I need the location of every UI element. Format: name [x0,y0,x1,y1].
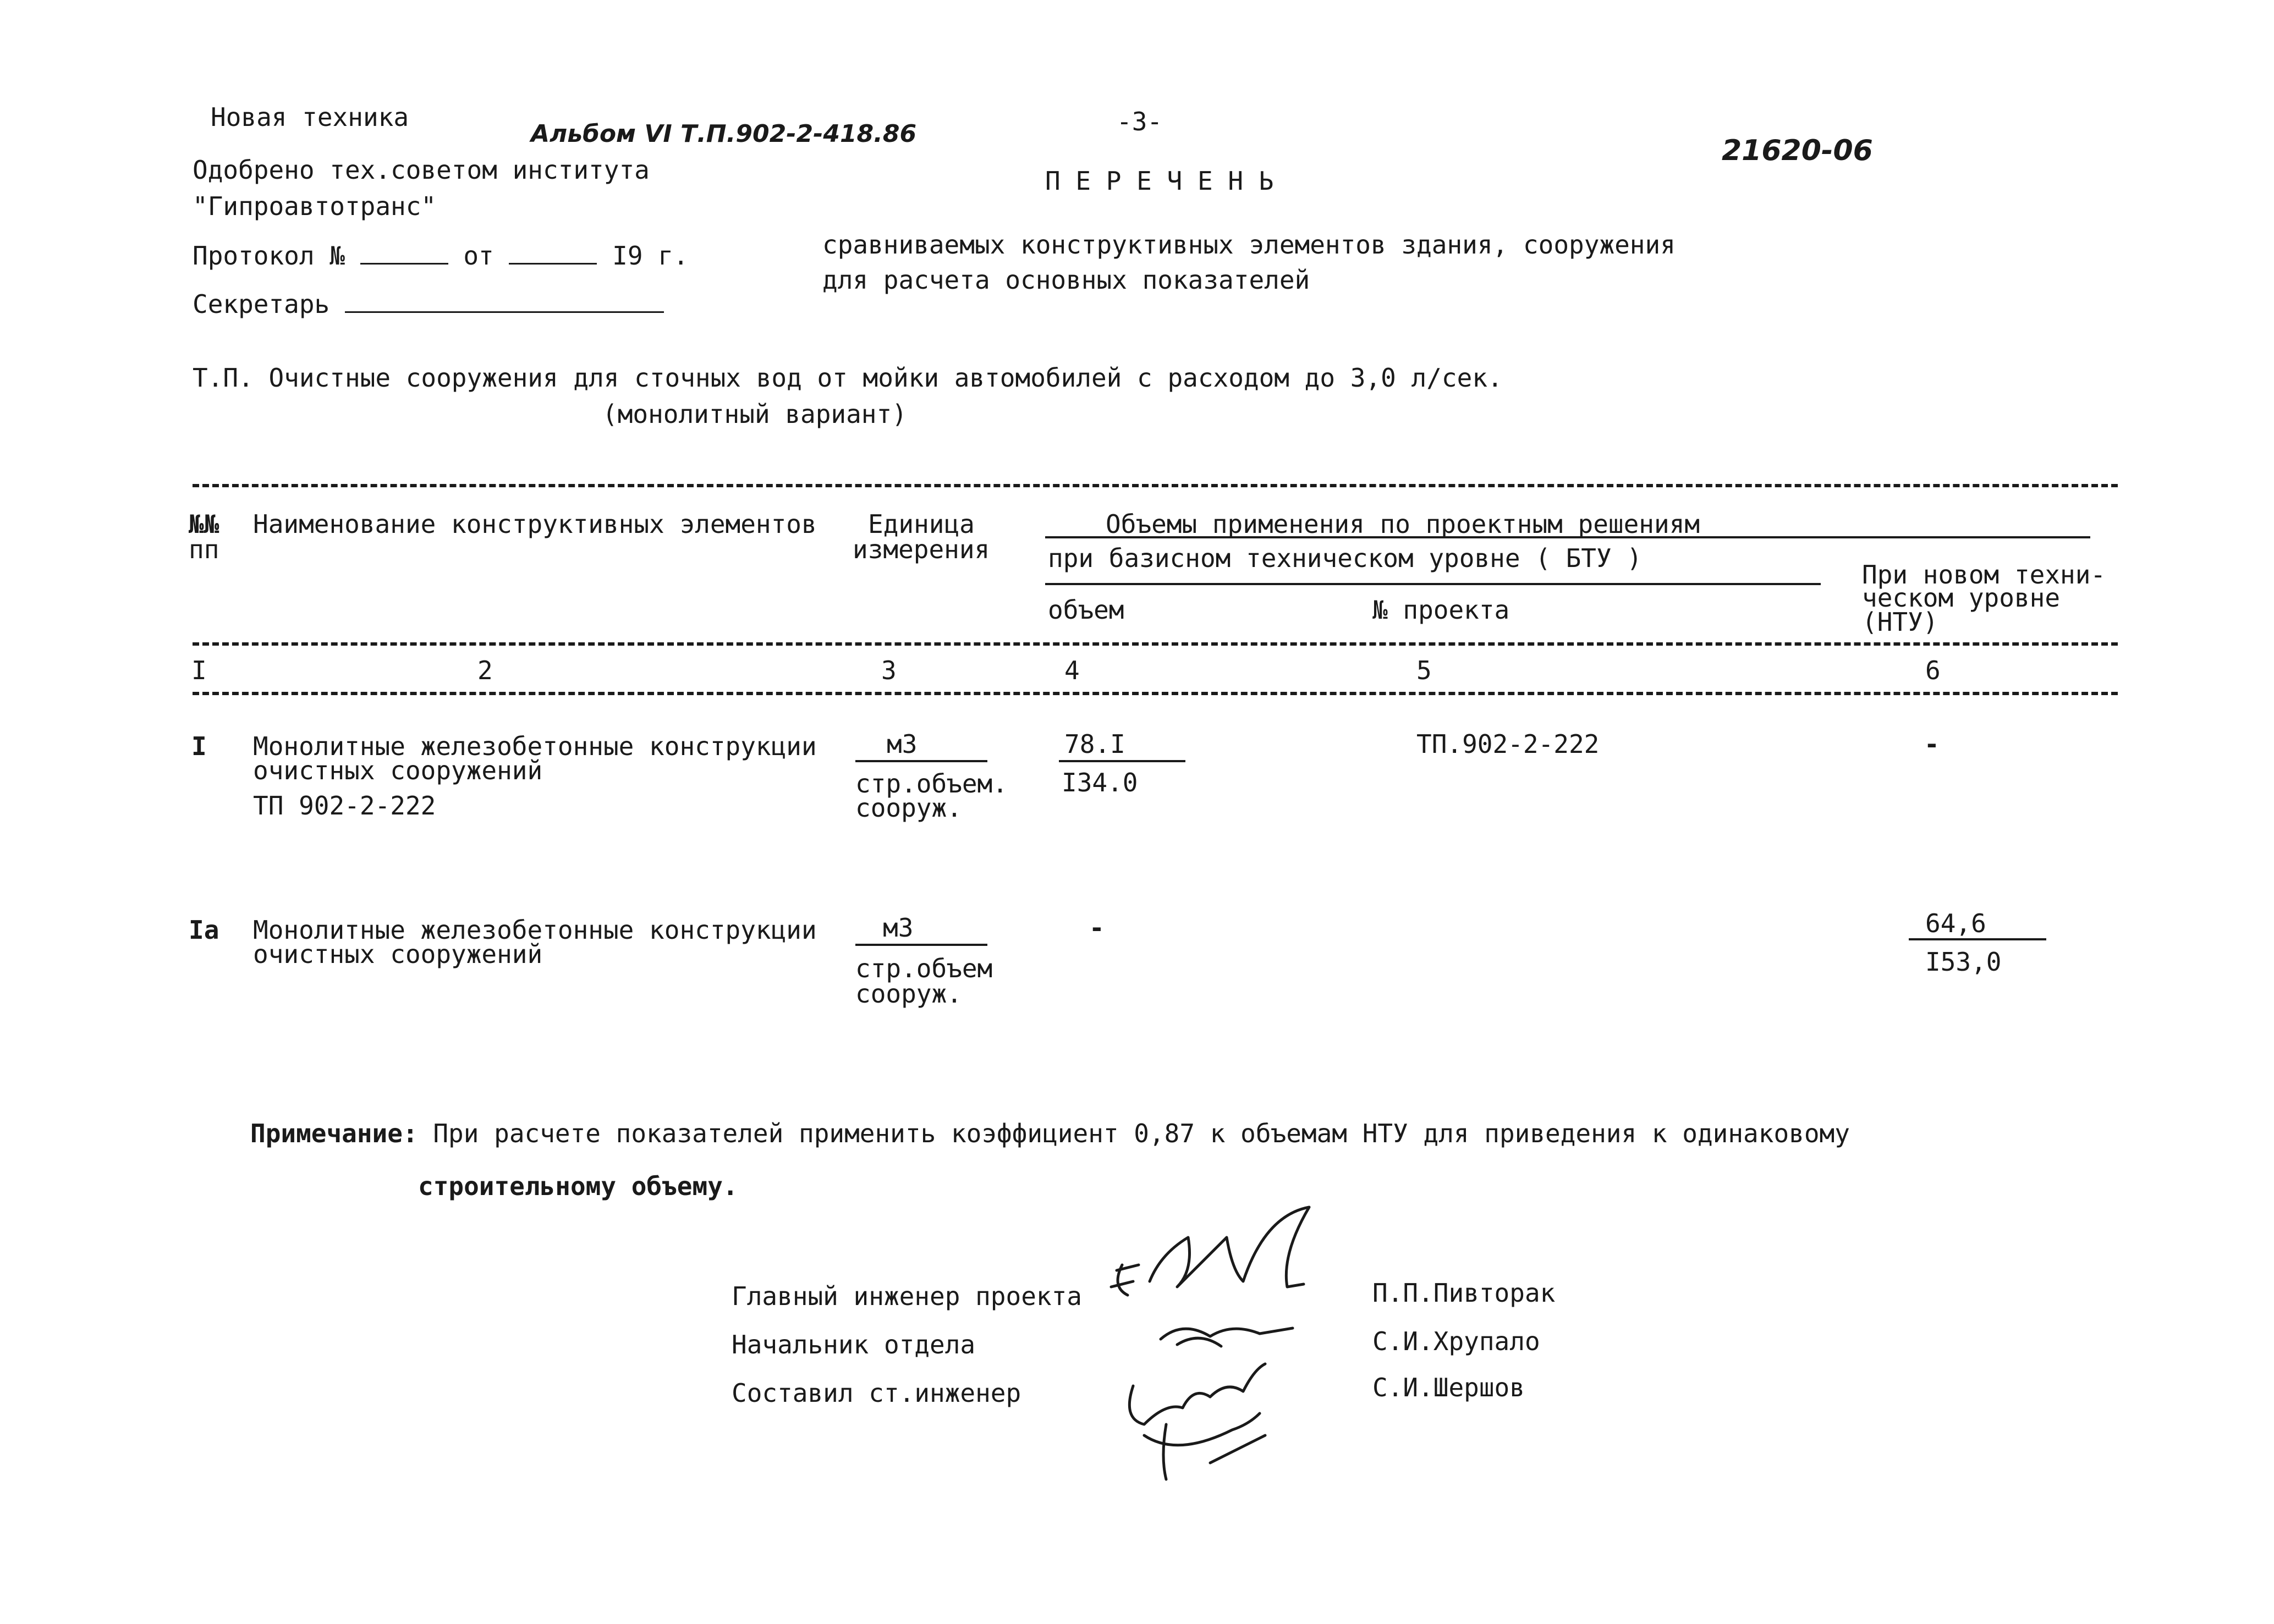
protocol-label: Протокол № [193,241,345,271]
row2-name-line2: очистных сооружений [253,939,543,969]
note-line1 [250,1121,1850,1146]
protocol-number-blank [360,243,448,265]
col-volume-header: объем [1048,595,1124,625]
doc-code-handwritten: 21620-06 [1722,134,1873,167]
signatory-name-1: П.П.Пивторак [1372,1278,1556,1308]
protocol-year: I9 г. [612,241,689,271]
note-text-line1: При расчете показателей применить коэффициент 0,87 к объемам НТУ для приведения к одинаковому [433,1119,1850,1148]
row1-volume-fraction-bar [1059,760,1185,762]
approved-line1: Одобрено тех.советом института [193,155,650,185]
row1-name-line2: очистных сооружений [253,756,543,785]
col-ntu-header-1: При новом техни- [1862,560,2106,590]
col-number-6: 6 [1925,656,1941,685]
row2-ntu-numerator: 64,6 [1925,909,1986,938]
secretary-label: Секретарь [193,289,330,319]
row1-volume-denominator: I34.0 [1062,768,1138,797]
col-number-3: 3 [881,656,897,685]
col-unit-header-2: измерения [853,535,990,564]
col-unit-header-1: Единица [868,509,975,539]
row2-unit-fraction-bar [855,944,987,946]
row1-unit-den-line1: стр.объем. [855,769,1008,799]
col-ntu-header-2: ческом уровне [1862,583,2061,613]
page-number: -3- [1117,107,1163,136]
note-text-line2: строительному объему. [418,1171,738,1201]
protocol-date-blank [509,243,597,265]
signatory-role-2: Начальник отдела [732,1330,976,1359]
col-name-header: Наименование конструктивных элементов [253,509,817,539]
col-project-no-header: № проекта [1372,595,1510,625]
row2-unit-numerator: м3 [883,913,914,943]
project-title: Т.П. Очистные сооружения для сточных вод от мойки автомобилей с расходом до 3,0 л/сек. [193,363,1503,393]
signatory-name-2: С.И.Хрупало [1372,1326,1540,1356]
approved-line2: "Гипроавтотранс" [193,191,437,221]
column-numbers-rule [193,692,2118,695]
row1-project-no: ТП.902-2-222 [1416,729,1600,759]
row1-unit-den-line2: сооруж. [855,793,962,823]
list-heading: П Е Р Е Ч Е Н Ь [1045,166,1274,196]
row1-unit-fraction-bar [855,760,987,762]
secretary-line [193,291,664,317]
row2-num: Iа [189,915,219,945]
signatory-role-3: Составил ст.инженер [732,1378,1021,1408]
row2-unit-den-line2: сооруж. [855,979,962,1009]
row2-ntu-denominator: I53,0 [1925,947,2002,977]
table-top-rule [193,484,2118,487]
col-number-2: 2 [477,656,493,685]
col-num-header-1: №№ [189,509,219,539]
row1-unit-numerator: м3 [887,729,918,759]
secretary-blank [345,291,664,313]
header-bottom-rule [193,642,2118,646]
note-label: Примечание: [250,1119,418,1148]
signatory-name-3: С.И.Шершов [1372,1373,1525,1402]
col-volumes-header: Объемы применения по проектным решениям [1106,509,1700,539]
col-btu-header: при базисном техническом уровне ( БТУ ) [1048,543,1643,573]
btu-underline [1045,583,1821,585]
protocol-line [193,241,689,271]
row1-volume-numerator: 78.I [1064,729,1125,759]
col-num-header-2: пп [189,535,219,564]
row2-ntu-fraction-bar [1909,938,2046,940]
row2-unit-den-line1: стр.объем [855,954,993,983]
col-number-4: 4 [1064,656,1080,685]
col-ntu-header-3: (НТУ) [1862,607,1938,637]
project-variant: (монолитный вариант) [602,399,907,429]
handwritten-signatures [1100,1204,1353,1490]
row1-name-line1: Монолитные железобетонные конструкции [253,731,817,761]
col-number-1: I [191,656,207,685]
row1-ntu: - [1924,729,1940,759]
subtitle-line2: для расчета основных показателей [822,265,1310,295]
row1-num: I [191,731,207,761]
row1-name-line3: ТП 902-2-222 [253,791,436,821]
signatory-role-1: Главный инженер проекта [732,1281,1082,1311]
row2-volume: - [1089,913,1105,943]
col-number-5: 5 [1416,656,1432,685]
row2-name-line1: Монолитные железобетонные конструкции [253,915,817,945]
new-tech-label: Новая техника [211,102,409,132]
protocol-from: от [463,241,494,271]
album-handwritten-note: Альбом VI Т.П.902-2-418.86 [531,120,917,148]
subtitle-line1: сравниваемых конструктивных элементов здания, сооружения [822,230,1676,260]
